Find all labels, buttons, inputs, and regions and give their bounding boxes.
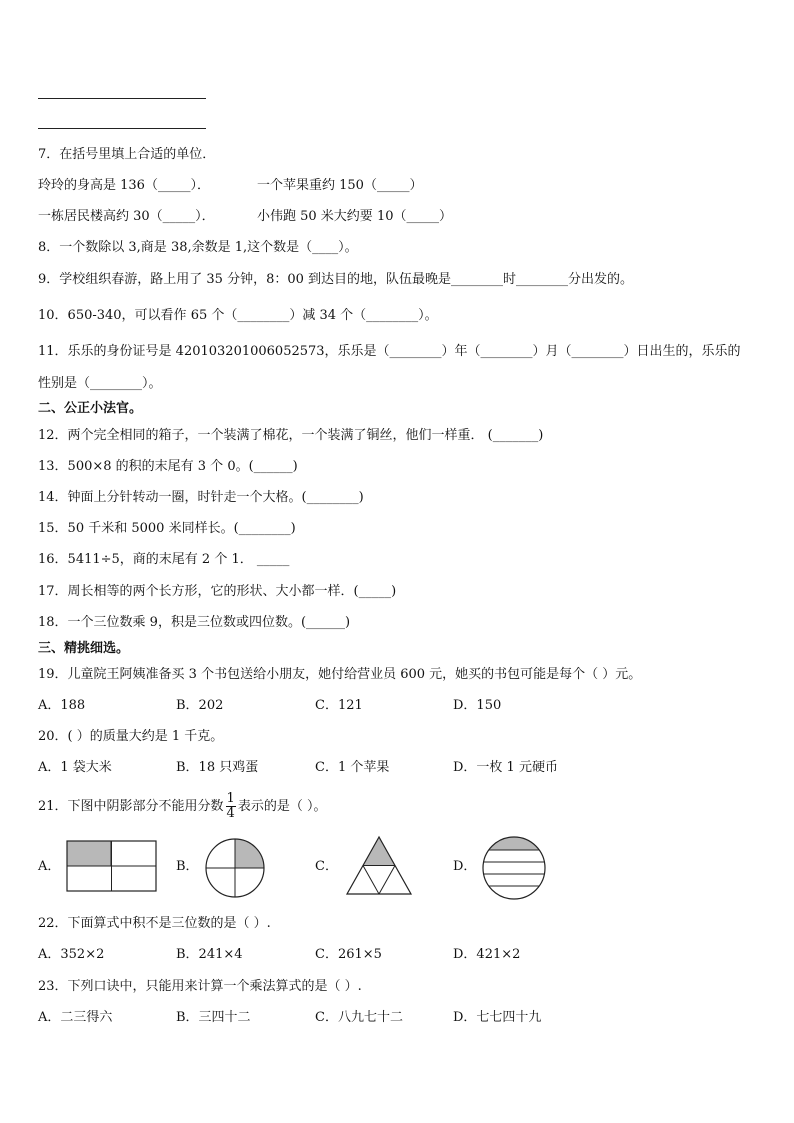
q15: 15．50 千米和 5000 米同样长。(________): [38, 521, 296, 536]
q22-option-b[interactable]: B．241×4: [176, 947, 243, 962]
q19-option-c[interactable]: C．121: [315, 698, 363, 713]
q23-option-c[interactable]: C．八九七十二: [315, 1010, 403, 1025]
q7-title: 7．在括号里填上合适的单位．: [38, 147, 216, 162]
section-2-heading: 二、公正小法官。: [38, 401, 143, 416]
q22-stem: 22．下面算式中积不是三位数的是（ ）.: [38, 916, 271, 931]
q12: 12．两个完全相同的箱子，一个装满了棉花，一个装满了铜丝，他们一样重． (_______): [38, 428, 544, 443]
q23-stem: 23．下列口诀中，只能用来计算一个乘法算式的是（ ）.: [38, 979, 362, 994]
q17: 17．周长相等的两个长方形，它的形状、大小都一样．(_____): [38, 584, 397, 599]
q21-option-b-label[interactable]: B．: [176, 859, 199, 874]
q20-stem: 20．( ）的质量大约是 1 千克。: [38, 729, 224, 744]
q23-option-d[interactable]: D．七七四十九: [453, 1010, 542, 1025]
q9: 9．学校组织春游，路上用了 35 分钟，8：00 到达目的地，队伍最晚是________时________分出发的。: [38, 272, 634, 287]
q20-option-d[interactable]: D．一枚 1 元硬币: [453, 760, 558, 775]
q11-line1: 11．乐乐的身份证号是 420103201006052573，乐乐是（________）年（________）月（________）日出生的，乐乐的: [38, 344, 741, 359]
q13: 13．500×8 的积的末尾有 3 个 0。(______): [38, 459, 298, 474]
q23-option-b[interactable]: B．三四十二: [176, 1010, 251, 1025]
q21-figure-b-circle: [204, 837, 266, 899]
section-3-heading: 三、精挑细选。: [38, 641, 130, 656]
fraction-numerator: 1: [226, 791, 235, 806]
answer-line-1: [38, 98, 206, 99]
q8: 8．一个数除以 3,商是 38,余数是 1,这个数是（____）。: [38, 240, 358, 255]
q18: 18．一个三位数乘 9，积是三位数或四位数。(______): [38, 615, 351, 630]
q20-option-a[interactable]: A．1 袋大米: [38, 760, 112, 775]
q19-stem: 19．儿童院王阿姨准备买 3 个书包送给小朋友，她付给营业员 600 元，她买的书包可能是每个（ ）元。: [38, 667, 642, 682]
q22-option-d[interactable]: D．421×2: [453, 947, 521, 962]
q21-stem: [38, 790, 326, 824]
q7-item-b: 一个苹果重约 150（_____）: [257, 178, 423, 193]
q11-line2: 性别是（________）。: [38, 376, 162, 391]
q21-option-d-label[interactable]: D．: [453, 859, 477, 874]
q21-figure-d-striped-circle: [481, 835, 547, 901]
answer-line-2: [38, 128, 206, 129]
q21-figure-a-rectangle: [66, 840, 158, 894]
q21-stem-post: 表示的是（ ）。: [237, 799, 327, 814]
q21-option-c-label[interactable]: C．: [315, 859, 338, 874]
q19-option-b[interactable]: B．202: [176, 698, 224, 713]
fraction-denominator: 4: [226, 806, 235, 821]
q20-option-b[interactable]: B．18 只鸡蛋: [176, 760, 259, 775]
q16: 16．5411÷5，商的末尾有 2 个 1． _____: [38, 552, 290, 567]
q14: 14．钟面上分针转动一圈，时针走一个大格。(________): [38, 490, 364, 505]
q21-figure-c-triangle: [345, 835, 413, 897]
q19-option-d[interactable]: D．150: [453, 698, 502, 713]
q21-stem-pre: 21．下图中阴影部分不能用分数: [38, 799, 224, 814]
q20-option-c[interactable]: C．1 个苹果: [315, 760, 390, 775]
q22-option-c[interactable]: C．261×5: [315, 947, 382, 962]
fraction-one-quarter: [226, 792, 236, 821]
q7-item-a: 玲玲的身高是 136（_____）．: [38, 178, 210, 193]
q23-option-a[interactable]: A．二三得六: [38, 1010, 113, 1025]
q10: 10．650-340，可以看作 65 个（________）减 34 个（________）。: [38, 308, 438, 323]
q7-item-c: 一栋居民楼高约 30（_____）．: [38, 209, 215, 224]
q7-item-d: 小伟跑 50 米大约要 10（_____）: [257, 209, 452, 224]
q19-option-a[interactable]: A．188: [38, 698, 86, 713]
q21-option-a-label[interactable]: A．: [38, 859, 61, 874]
q22-option-a[interactable]: A．352×2: [38, 947, 105, 962]
